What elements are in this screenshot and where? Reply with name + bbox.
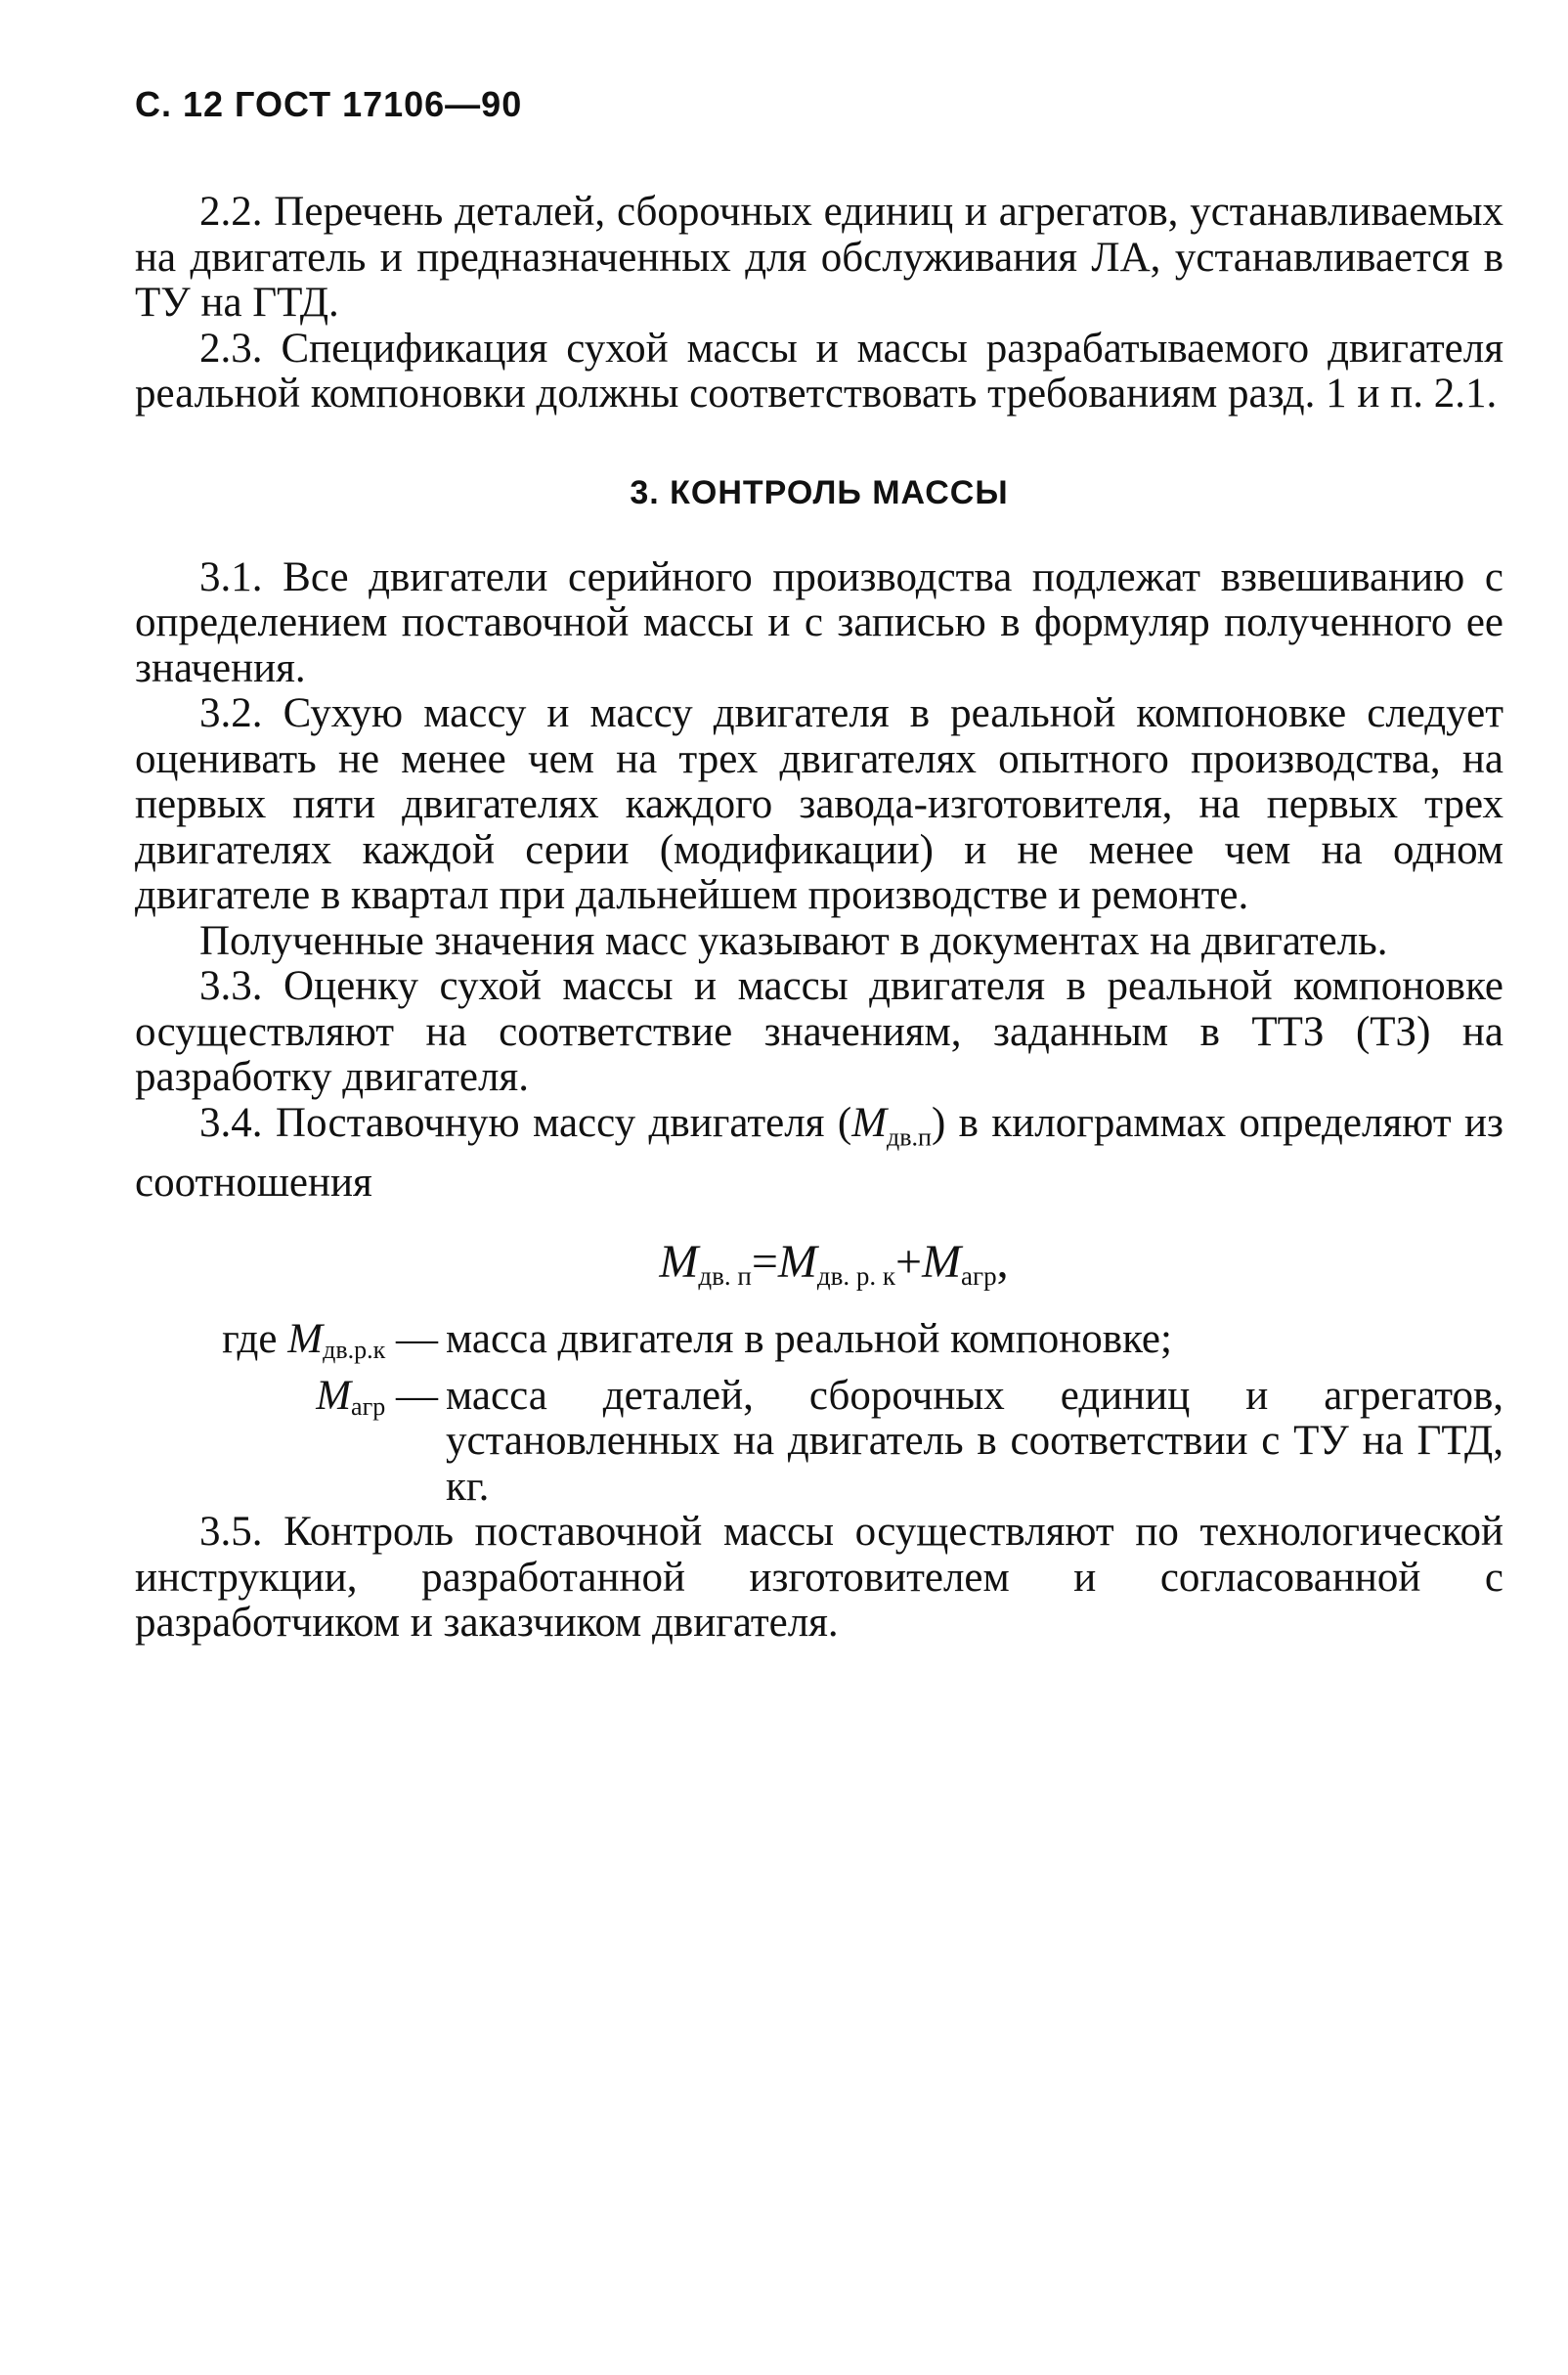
legend-row [135,1374,1503,1511]
legend-symbol [135,1374,446,1511]
formula-equals: = [751,1236,778,1289]
formula-plus: + [894,1236,923,1289]
formula-term2-sub: агр [961,1261,997,1292]
p34-symbol: M [851,1099,888,1146]
formula-term1-sub: дв. р. к [816,1261,895,1292]
paragraph-3-1: 3.1. Все двигатели серийного производства подлежат взвешиванию с определением поставочной массы и с записью в формуляр полученного ее значения. [135,553,1503,691]
document-page [135,84,1503,1647]
legend-symbol [135,1317,446,1374]
formula-lhs: M [659,1236,699,1289]
paragraph-3-3: 3.3. Оценку сухой массы и массы двигателя в реальной компоновке осуществляют на соответствие значениям, заданным в ТТЗ (ТЗ) на разработку двигателя. [135,963,1503,1100]
legend-dash: — [385,1372,438,1419]
paragraph-3-2: 3.2. Сухую массу и массу двигателя в реальной компоновке следует оценивать не менее чем на трех двигателях опытного производства, на первых пяти двигателях каждого завода-изготовителя, на первых трех двигателях каждой серии (модификации) и не менее чем на одном двигателе в квартал при дальнейшем производстве и ремонте. [135,690,1503,918]
legend-text: масса двигателя в реальной компоновке; [446,1316,1172,1363]
paragraph-2-2: 2.2. Перечень деталей, сборочных единиц и агрегатов, устанавливаемых на двигатель и предназначенных для обслуживания ЛА, устанавливается в ТУ на ГТД. [135,189,1503,326]
formula-legend [135,1317,1503,1510]
legend-text: масса деталей, сборочных единиц и агрегатов, установленных на двигатель в соответствии с ТУ на ГТД, кг. [446,1372,1503,1510]
paragraph-note: Полученные значения масс указывают в документах на двигатель. [199,917,1388,964]
formula-lhs-sub: дв. п [698,1261,752,1292]
legend-symbol-letter: M [316,1372,352,1419]
legend-symbol-letter: M [287,1316,324,1363]
section-heading: 3. КОНТРОЛЬ МАССЫ [630,473,1009,511]
legend-symbol-sub: дв.р.к [323,1336,386,1365]
legend-symbol-sub: агр [351,1391,386,1421]
mass-formula [135,1235,1503,1292]
paragraph-2-3: 2.3. Спецификация сухой массы и массы разрабатываемого двигателя реальной компоновки должны соответствовать требованиям разд. 1 и п. 2.1. [135,325,1503,417]
formula-term1: M [777,1236,817,1289]
p34-before: 3.4. Поставочную массу двигателя ( [199,1099,852,1146]
page-header: С. 12 ГОСТ 17106—90 [135,84,523,124]
legend-prefix: где [222,1316,288,1363]
legend-row [135,1317,1503,1374]
p34-after: ) в килограммах определяют из соотношения [135,1099,1503,1206]
formula-term2: M [922,1236,962,1289]
p34-symbol-sub: дв.п [887,1122,932,1152]
paragraph-3-4 [135,1101,1503,1207]
paragraph-3-5: 3.5. Контроль поставочной массы осуществляют по технологической инструкции, разработанной изготовителем и согласованной с разработчиком и заказчиком двигателя. [135,1509,1503,1647]
legend-dash: — [385,1316,438,1363]
formula-tail: , [996,1236,1009,1289]
